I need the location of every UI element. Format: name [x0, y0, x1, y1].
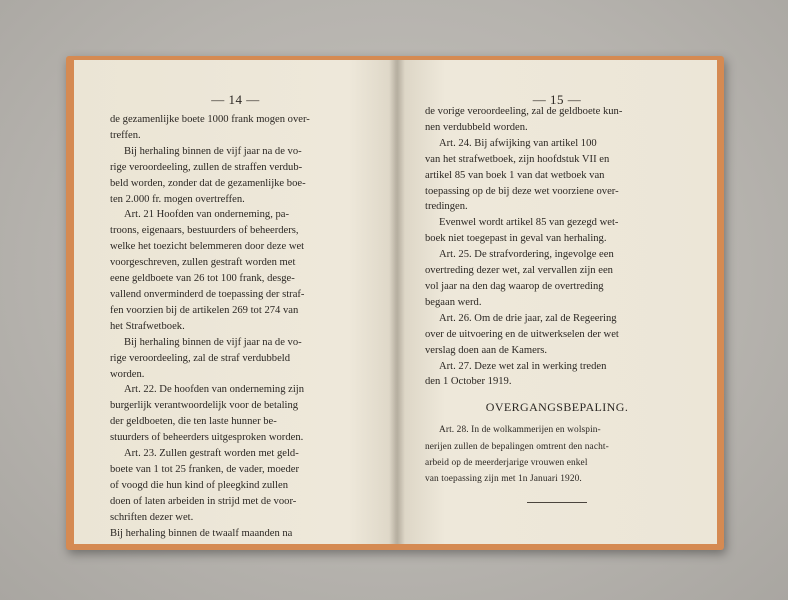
- text-line: boete van 1 tot 25 franken, de vader, moeder: [110, 463, 300, 475]
- right-page: [397, 60, 717, 544]
- page-gutter: [389, 60, 405, 544]
- transitional-provision: [425, 422, 689, 488]
- text-line: Art. 28. In de wolkammerijen en wolspin-: [439, 425, 601, 436]
- text-line: voorgeschreven, zullen gestraft worden met: [110, 257, 296, 269]
- text-line: rige veroordeeling, zal de straf verdubbeld: [110, 352, 291, 364]
- text-line: de vorige veroordeeling, zal de geldboete kun-: [425, 106, 623, 117]
- text-line: ten 2.000 fr. mogen overtreffen.: [110, 193, 245, 205]
- text-line: Art. 22. De hoofden van onderneming zijn: [124, 384, 305, 396]
- text-line: van toepassing zijn met 1n Januari 1920.: [425, 474, 582, 485]
- open-booklet: [66, 56, 724, 550]
- text-line: tredingen.: [425, 201, 468, 213]
- text-line: begaan werd.: [425, 296, 482, 308]
- text-line: den 1 October 1919.: [425, 376, 512, 388]
- text-line: der geldboeten, die ten laste hunner be-: [110, 416, 277, 428]
- text-line: burgerlijk verantwoordelijk voor de betaling: [110, 400, 299, 412]
- text-line: de gezamenlijke boete 1000 frank mogen over-: [110, 114, 310, 125]
- text-line: over de uitvoering en de uitwerkselen der wet: [425, 328, 619, 340]
- text-line: stuurders of beheerders uitgesproken worden.: [110, 432, 304, 444]
- page-number: — 14 —: [211, 92, 260, 107]
- left-page: [74, 60, 397, 544]
- text-line: Bij herhaling binnen de twaalf maanden na: [110, 527, 293, 539]
- text-line: Art. 23. Zullen gestraft worden met geld-: [124, 448, 299, 460]
- text-line: nen verdubbeld worden.: [425, 121, 528, 133]
- text-line: worden.: [110, 368, 145, 380]
- text-line: Art. 25. De strafvordering, ingevolge een: [439, 249, 614, 261]
- closing-rule: [527, 502, 587, 503]
- text-line: eene geldboete van 26 tot 100 frank, desge-: [110, 273, 295, 285]
- text-line: fen voorzien bij de artikelen 269 tot 274 van: [110, 304, 299, 316]
- text-line: nerijen zullen de bepalingen omtrent den nacht-: [425, 441, 609, 452]
- text-line: verslag doen aan de Kamers.: [425, 344, 548, 356]
- text-line: Bij herhaling binnen de vijf jaar na de vo-: [124, 336, 302, 348]
- text-line: Bij herhaling binnen de vijf jaar na de vo-: [124, 145, 302, 157]
- text-line: beld worden, zonder dat de gezamenlijke boe-: [110, 177, 306, 189]
- text-line: doen of laten arbeiden in strijd met de voor-: [110, 495, 297, 507]
- text-line: schriften dezer wet.: [110, 511, 194, 523]
- text-line: artikel 85 van boek 1 van dat wetboek van: [425, 169, 605, 181]
- text-line: Evenwel wordt artikel 85 van gezegd wet-: [439, 217, 619, 229]
- text-line: vol jaar na den dag waarop de overtreding: [425, 280, 604, 292]
- left-page-text: [110, 112, 366, 541]
- text-line: treffen.: [110, 129, 141, 141]
- text-line: Art. 24. Bij afwijking van artikel 100: [439, 137, 597, 149]
- text-line: arbeid op de meerderjarige vrouwen enkel: [425, 458, 588, 469]
- text-line: of voogd die hun kind of pleegkind zullen: [110, 479, 288, 491]
- right-page-articles: [425, 104, 689, 390]
- right-page-text: [425, 104, 689, 503]
- text-line: troons, eigenaars, bestuurders of beheerders,: [110, 225, 299, 237]
- text-line: toepassing op de bij deze wet voorziene over-: [425, 185, 619, 197]
- text-line: vallend onverminderd de toepassing der straf-: [110, 288, 305, 300]
- text-line: Art. 27. Deze wet zal in werking treden: [439, 360, 607, 372]
- text-line: welke het toezicht belemmeren door deze wet: [110, 241, 305, 253]
- text-line: het Strafwetboek.: [110, 320, 185, 332]
- text-line: overtreding dezer wet, zal vervallen zijn een: [425, 265, 613, 277]
- text-line: van het strafwetboek, zijn hoofdstuk VII en: [425, 153, 610, 165]
- page-number: — 15 —: [532, 92, 582, 107]
- section-heading: OVERGANGSBEPALING.: [485, 400, 629, 415]
- text-line: Art. 26. Om de drie jaar, zal de Regeering: [439, 312, 617, 324]
- text-line: rige veroordeeling, zullen de straffen verdub-: [110, 161, 303, 173]
- text-line: boek niet toegepast in geval van herhaling.: [425, 233, 607, 245]
- text-line: Art. 21 Hoofden van onderneming, pa-: [124, 209, 290, 221]
